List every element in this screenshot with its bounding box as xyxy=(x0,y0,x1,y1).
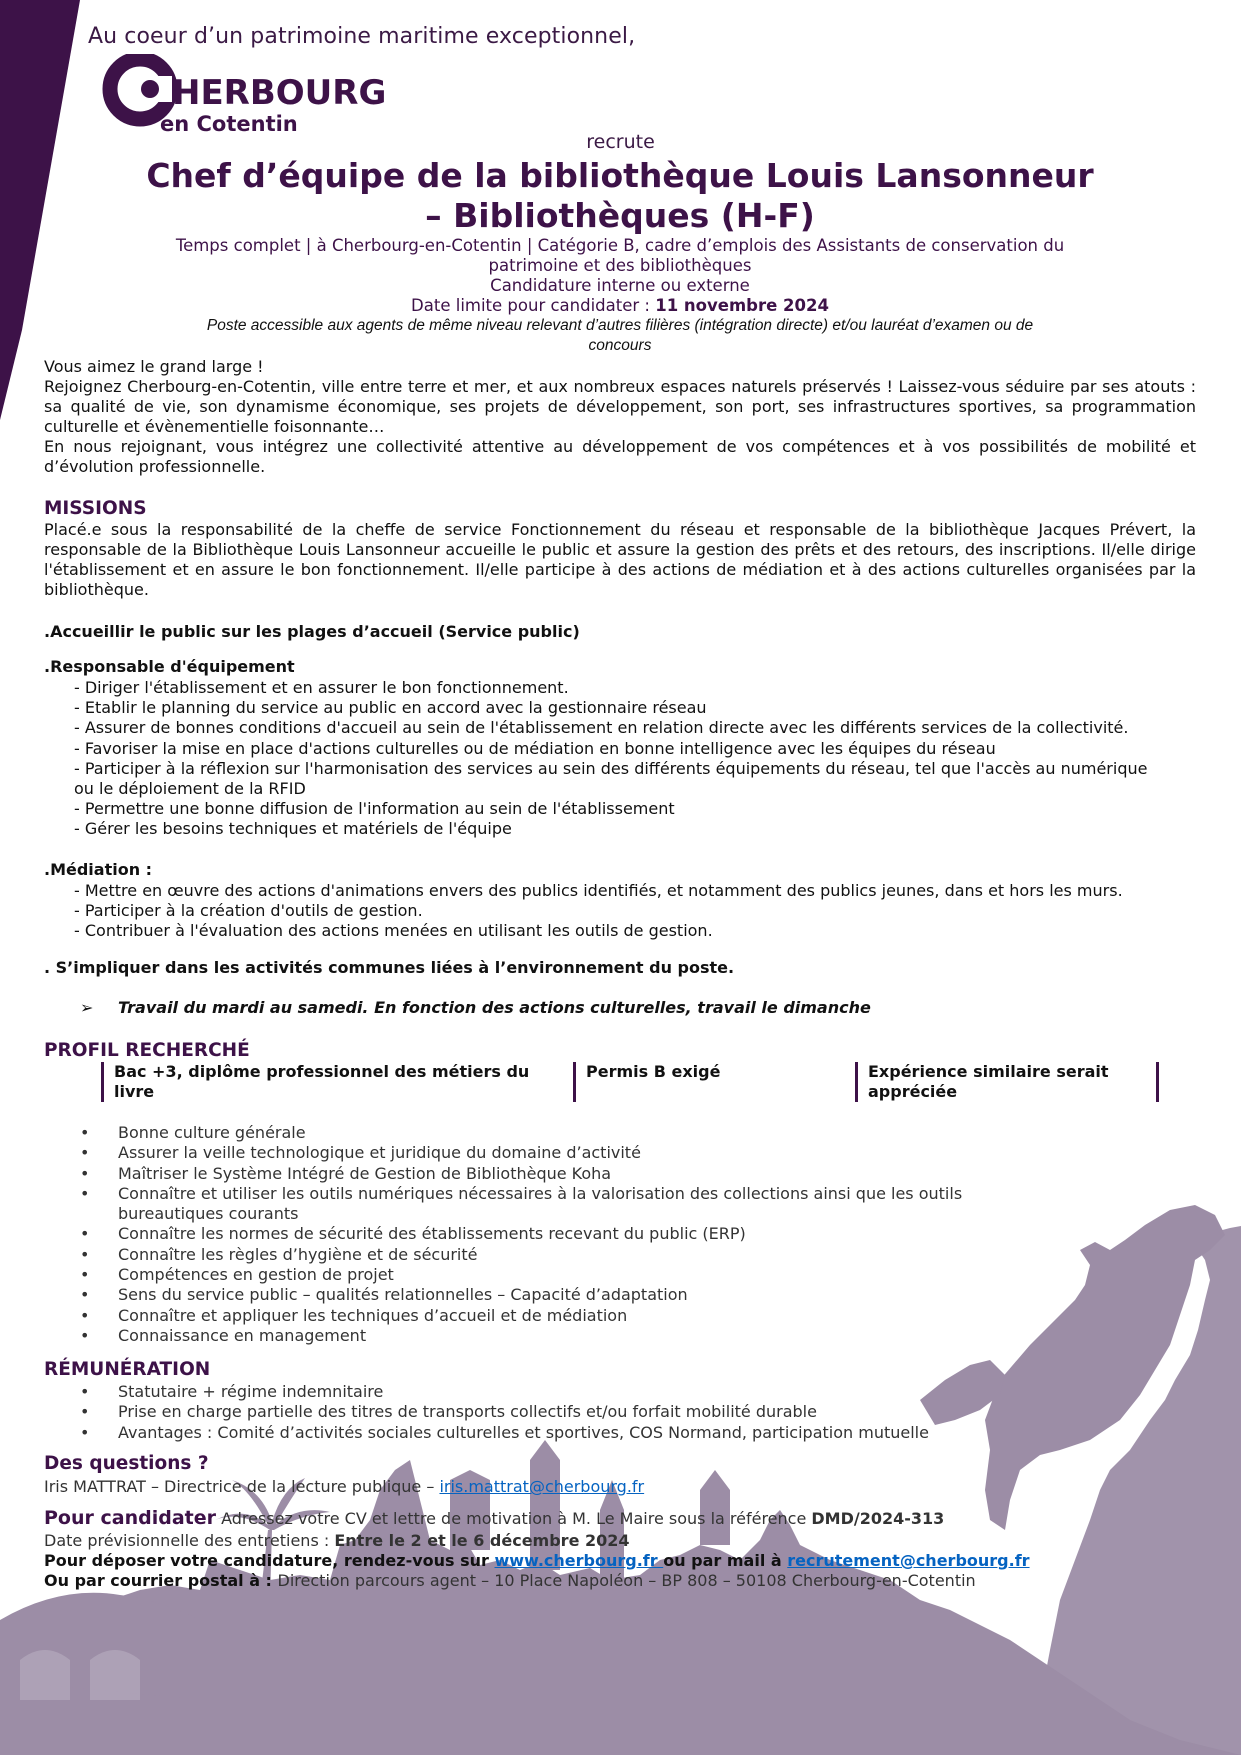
remuneration-heading: RÉMUNÉRATION xyxy=(44,1359,211,1380)
profile-requirement-permis: Permis B exigé xyxy=(573,1062,836,1102)
recruitment-email-link[interactable]: recrutement@cherbourg.fr xyxy=(787,1551,1030,1570)
missions-text: Placé.e sous la responsabilité de la cheffe de service Fonctionnement du réseau et responsable de la bibliothèque Jacques Prévert, la responsable de la Bibliothèque Louis Lansonneur accueille le public et assure la gestion des prêts et des retours, des inscriptions. Il/elle dirige l'établissement et en assure le bon fonctionnement. Il/elle participe à des actions de médiation et à des actions culturelles organisées par la bibliothèque. xyxy=(44,520,1196,599)
list-item: • Sens du service public – qualités relationnelles – Capacité d’adaptation xyxy=(80,1285,688,1305)
courrier-line: Ou par courrier postal à : Direction parcours agent – 10 Place Napoléon – BP 808 – 50108 Cherbourg-en-Cotentin xyxy=(44,1571,976,1590)
list-item: ou le déploiement de la RFID xyxy=(74,779,306,799)
list-item-continuation: bureautiques courants xyxy=(118,1204,299,1224)
list-item: - Mettre en œuvre des actions d'animations envers des publics identifiés, et notamment des publics jeunes, dans et hors les murs. xyxy=(74,881,1123,900)
job-subtitle xyxy=(140,236,1100,316)
list-item: • Avantages : Comité d’activités sociales culturelles et sportives, COS Normand, participation mutuelle xyxy=(80,1422,929,1442)
intro-text xyxy=(44,357,1196,477)
list-item: - Diriger l'établissement et en assurer le bon fonctionnement. xyxy=(74,678,569,697)
recrute-label: recrute xyxy=(586,131,655,153)
job-title xyxy=(120,156,1120,236)
list-item: - Assurer de bonnes conditions d'accueil au sein de l'établissement en relation directe avec les différents services de la collectivité. xyxy=(74,718,1129,738)
logo-c-icon xyxy=(100,54,400,134)
list-item: • Maîtriser le Système Intégré de Gestion de Bibliothèque Koha xyxy=(80,1163,612,1183)
arrow-bullet-icon: ➢ xyxy=(80,998,94,1017)
candidater-heading: Pour candidater xyxy=(44,1507,216,1529)
deposer-line: Pour déposer votre candidature, rendez-vous sur www.cherbourg.fr ou par mail à recrutement@cherbourg.fr xyxy=(44,1551,1030,1570)
tagline: Au coeur d’un patrimoine maritime exceptionnel, xyxy=(88,24,636,49)
responsable-list xyxy=(74,678,1196,840)
candidater-line: Pour candidater Adressez votre CV et lettre de motivation à M. Le Maire sous la référence DMD/2024-313 xyxy=(44,1507,945,1529)
impliquer-heading: . S’impliquer dans les activités communes liées à l’environnement du poste. xyxy=(44,958,735,977)
remuneration-list xyxy=(80,1382,929,1443)
work-schedule-text: Travail du mardi au samedi. En fonction des actions culturelles, travail le dimanche xyxy=(118,998,871,1017)
list-item: - Permettre une bonne diffusion de l'information au sein de l'établissement xyxy=(74,799,675,819)
profil-heading: PROFIL RECHERCHÉ xyxy=(44,1040,250,1061)
list-item: • Bonne culture générale xyxy=(80,1123,306,1142)
work-schedule xyxy=(80,998,871,1017)
responsable-heading: .Responsable d'équipement xyxy=(44,657,295,676)
list-item: • Connaître les règles d’hygiène et de sécurité xyxy=(80,1244,478,1264)
entretiens-dates: Entre le 2 et le 6 décembre 2024 xyxy=(334,1531,630,1550)
subtitle-line1: Temps complet | à Cherbourg-en-Cotentin | Catégorie B, cadre d’emplois des Assistants de conservation du xyxy=(175,236,1065,255)
contact-email-link[interactable]: iris.mattrat@cherbourg.fr xyxy=(439,1477,645,1496)
subtitle-line2: patrimoine et des bibliothèques xyxy=(488,256,752,275)
svg-text:HERBOURG: HERBOURG xyxy=(172,73,387,113)
list-item: • Statutaire + régime indemnitaire xyxy=(80,1382,384,1401)
intro-para1: Rejoignez Cherbourg-en-Cotentin, ville entre terre et mer, et aux nombreux espaces naturels préservés ! Laissez-vous séduire par ses atouts : sa qualité de vie, son dynamisme économique, ses projets de développement, son port, ses infrastructures sportives, sa programmation culturelle et évènementielle foisonnante… xyxy=(44,377,1196,436)
list-item: - Gérer les besoins techniques et matériels de l'équipe xyxy=(74,819,512,839)
list-item: - Contribuer à l'évaluation des actions menées en utilisant les outils de gestion. xyxy=(74,921,713,941)
accueil-heading: .Accueillir le public sur les plages d’accueil (Service public) xyxy=(44,622,580,641)
intro-para2: En nous rejoignant, vous intégrez une collectivité attentive au développement de vos compétences et à vos possibilités de mobilité et d’évolution professionnelle. xyxy=(44,437,1196,476)
svg-text:en Cotentin: en Cotentin xyxy=(160,112,298,134)
list-item: • Connaître les normes de sécurité des établissements recevant du public (ERP) xyxy=(80,1224,746,1244)
job-title-line1: Chef d’équipe de la bibliothèque Louis Lansonneur xyxy=(146,156,1094,195)
mediation-list xyxy=(74,881,1196,942)
list-item: • Compétences en gestion de projet xyxy=(80,1265,394,1285)
list-item: • Connaître et appliquer les techniques d’accueil et de médiation xyxy=(80,1305,628,1325)
mediation-heading: .Médiation : xyxy=(44,860,153,879)
list-item: • Assurer la veille technologique et juridique du domaine d’activité xyxy=(80,1143,641,1163)
entretiens-line: Date prévisionnelle des entretiens : Entre le 2 et le 6 décembre 2024 xyxy=(44,1531,630,1550)
questions-heading: Des questions ? xyxy=(44,1453,209,1474)
job-title-line2: – Bibliothèques (H-F) xyxy=(425,196,815,235)
list-item: • Connaître et utiliser les outils numériques nécessaires à la valorisation des collections ainsi que les outils xyxy=(80,1183,963,1203)
cherbourg-logo[interactable] xyxy=(100,54,400,134)
list-item: - Participer à la création d'outils de gestion. xyxy=(74,901,423,921)
intro-line1: Vous aimez le grand large ! xyxy=(44,357,264,376)
reference-code: DMD/2024-313 xyxy=(811,1509,945,1528)
list-item: • Connaissance en management xyxy=(80,1325,367,1345)
profile-requirement-diploma: Bac +3, diplôme professionnel des métiers du livre xyxy=(101,1062,554,1102)
list-item: • Prise en charge partielle des titres de transports collectifs et/ou forfait mobilité durable xyxy=(80,1402,817,1422)
deadline: Date limite pour candidater : 11 novembre 2024 xyxy=(411,296,829,315)
list-item: - Favoriser la mise en place d'actions culturelles ou de médiation en bonne intelligence avec les équipes du réseau xyxy=(74,738,996,758)
missions-heading: MISSIONS xyxy=(44,498,147,519)
list-item: - Participer à la réflexion sur l'harmonisation des services au sein des différents équipements du réseau, tel que l'accès au numérique xyxy=(74,758,1148,778)
eligibility-note: Poste accessible aux agents de même niveau relevant d’autres filières (intégration directe) et/ou lauréat d’examen ou de concours xyxy=(206,317,1034,354)
questions-contact: Iris MATTRAT – Directrice de la lecture publique – iris.mattrat@cherbourg.fr xyxy=(44,1477,645,1496)
deadline-date: 11 novembre 2024 xyxy=(655,296,829,315)
website-link[interactable]: www.cherbourg.fr xyxy=(494,1551,664,1570)
profile-requirement-experience: Expérience similaire serait appréciée xyxy=(855,1062,1159,1102)
profil-list xyxy=(80,1123,962,1346)
subtitle-line3: Candidature interne ou externe xyxy=(490,276,750,295)
list-item: - Etablir le planning du service au public en accord avec la gestionnaire réseau xyxy=(74,698,707,718)
